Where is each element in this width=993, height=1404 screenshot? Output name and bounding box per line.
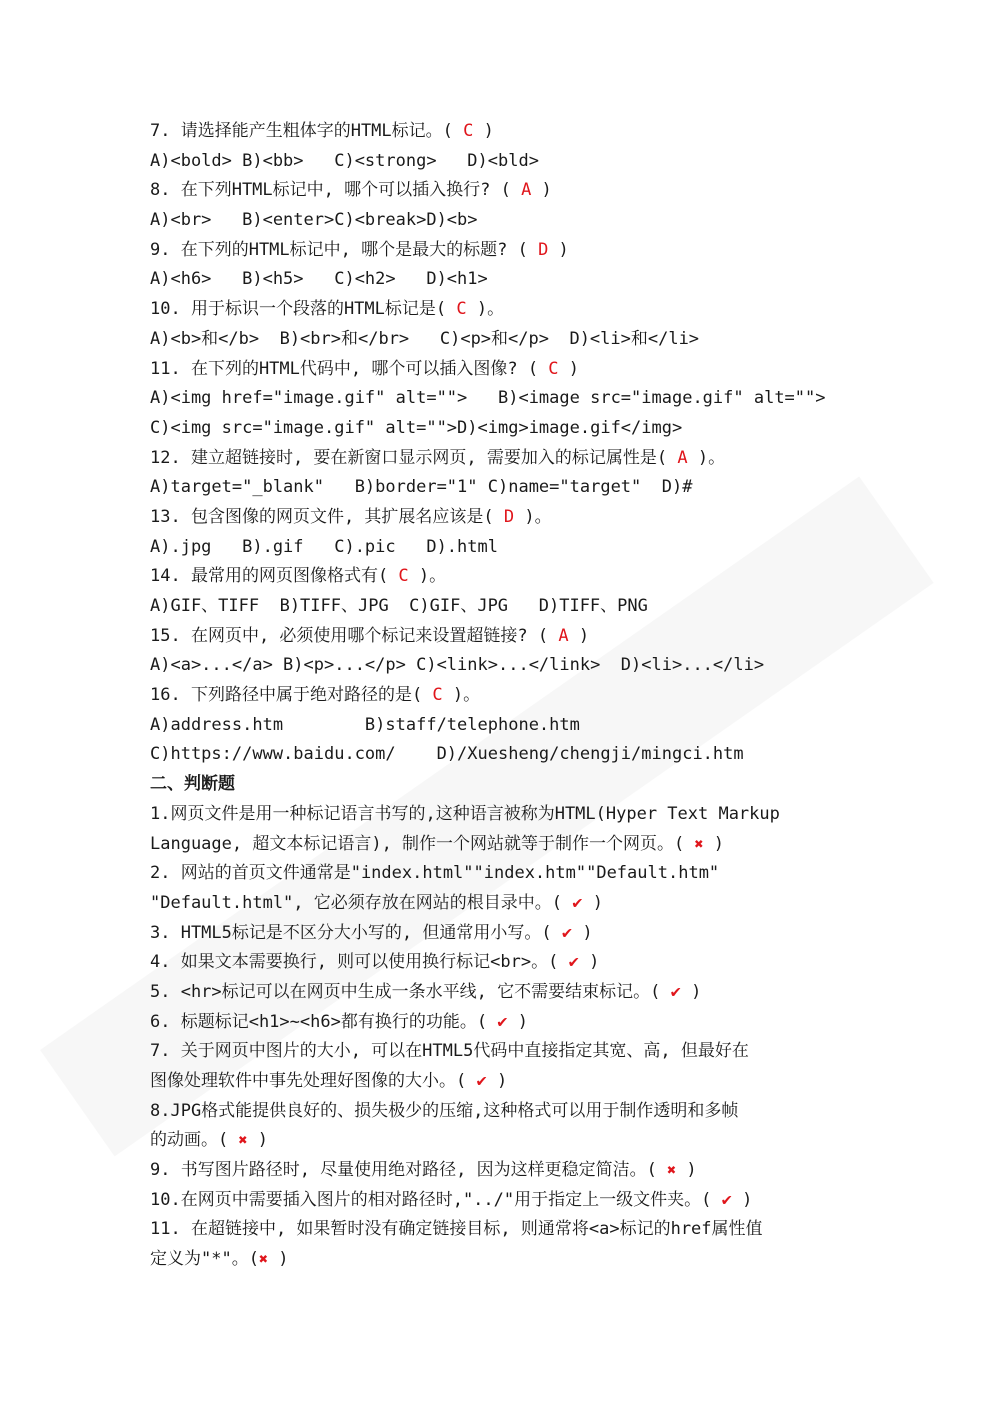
text-segment: 6. 标题标记<h1>~<h6>都有换行的功能。( [150,1011,498,1032]
text-segment: ) [558,358,580,379]
text-line [150,1097,850,1127]
answer-letter: A [521,180,532,201]
text-segment: A)<a>...</a> B)<p>...</p> C)<link>...</link> D)<li>...</li> [150,655,765,676]
text-segment: 9. 在下列的HTML标记中, 哪个是最大的标题? ( [150,239,539,260]
text-line [150,889,850,919]
text-line [150,1126,850,1156]
text-segment: ) [531,180,552,201]
answer-letter: A [677,447,688,468]
text-line [150,592,850,622]
text-segment: ) [267,1249,289,1270]
text-line [150,622,850,652]
text-segment: 定义为"*"。( [150,1249,259,1270]
text-segment: ) [548,239,569,260]
check-icon: ✔ [568,952,579,973]
check-icon: ✔ [721,1189,732,1210]
text-segment: 10.在网页中需要插入图片的相对路径时,"../"用于指定上一级文件夹。( [150,1189,722,1210]
text-segment: 16. 下列路径中属于绝对路径的是( [150,685,433,706]
text-segment: ) [568,625,590,646]
check-icon: ✔ [561,922,573,943]
answer-letter: A [558,625,569,646]
text-line [150,1037,850,1067]
text-segment: 8. 在下列HTML标记中, 哪个可以插入换行? ( [150,180,522,201]
text-segment: )。 [514,506,552,527]
text-segment: C)<img src="image.gif" alt="">D)<img>image.gif</img> [150,417,683,438]
text-segment: 8.JPG格式能提供良好的、损失极少的压缩,这种格式可以用于制作透明和多帧 [150,1100,739,1121]
text-line [150,978,850,1008]
text-line [150,206,850,236]
text-line [150,711,850,741]
text-line [150,473,850,503]
text-segment: A)<h6> B)<h5> C)<h2> D)<h1> [150,269,488,290]
cross-icon: ✖ [258,1250,268,1269]
text-line [150,1186,850,1216]
text-segment: 10. 用于标识一个段落的HTML标记是( [150,299,457,320]
text-segment: ) [572,922,593,943]
text-line [150,1245,850,1275]
text-line [150,859,850,889]
section-heading: 二、判断题 [150,774,235,795]
text-line [150,1156,850,1186]
text-segment: A)address.htm B)staff/telephone.htm [150,714,580,735]
text-line [150,117,850,147]
text-segment: ) [680,981,702,1002]
text-segment: A)<br> B)<enter>C)<break>D)<b> [150,210,478,231]
answer-letter: C [432,685,443,706]
text-segment: 9. 书写图片路径时, 尽量使用绝对路径, 因为这样更稳定简洁。( [150,1160,668,1181]
text-segment: 4. 如果文本需要换行, 则可以使用换行标记<br>。( [150,952,569,973]
text-segment: ) [578,952,600,973]
text-segment: 图像处理软件中事先处理好图像的大小。( [150,1071,477,1091]
text-line [150,770,850,800]
text-line [150,948,850,978]
text-line [150,384,850,414]
text-line [150,503,850,533]
text-line [150,236,850,266]
cross-icon: ✖ [238,1131,248,1150]
text-segment: ) [676,1160,697,1181]
text-segment: 2. 网站的首页文件通常是"index.html""index.htm""Default.htm" [150,863,720,884]
text-segment: ) [731,1189,753,1210]
text-segment: )。 [687,447,726,468]
text-line [150,562,850,592]
text-line [150,830,850,860]
text-segment: ) [486,1071,508,1091]
text-segment: )。 [442,685,481,706]
answer-letter: D [503,506,515,527]
text-segment: )。 [408,566,447,587]
text-line [150,681,850,711]
text-line [150,800,850,830]
text-segment: A)<img href="image.gif" alt=""> B)<image src="image.gif" alt=""> [150,388,826,409]
text-segment: 13. 包含图像的网页文件, 其扩展名应该是( [150,506,504,527]
text-segment: 15. 在网页中, 必须使用哪个标记来设置超链接? ( [150,625,559,646]
text-segment: ) [473,121,494,141]
text-segment: C)https://www.baidu.com/ D)/Xuesheng/chengji/mingci.htm [150,744,744,765]
text-line [150,355,850,385]
text-segment: 14. 最常用的网页图像格式有( [150,566,399,587]
text-line [150,533,850,563]
text-line [150,651,850,681]
document-page [150,117,850,1275]
text-line [150,740,850,770]
cross-icon: ✖ [694,834,704,853]
check-icon: ✔ [476,1071,487,1091]
check-icon: ✔ [497,1011,508,1032]
text-line [150,444,850,474]
text-line [150,1008,850,1038]
answer-letter: C [548,358,559,379]
text-segment: 7. 请选择能产生粗体字的HTML标记。( [150,121,464,141]
text-line [150,325,850,355]
text-segment: ) [247,1130,268,1151]
text-segment: ) [703,833,725,854]
text-segment: A)GIF、TIFF B)TIFF、JPG C)GIF、JPG D)TIFF、PNG [150,596,648,616]
text-segment: ) [582,892,603,913]
text-segment: )。 [466,299,505,320]
text-segment: 3. HTML5标记是不区分大小写的, 但通常用小写。( [150,922,562,943]
text-segment: 5. <hr>标记可以在网页中生成一条水平线, 它不需要结束标记。( [150,981,671,1002]
text-segment: A)<b>和</b> B)<br>和</br> C)<p>和</p> D)<li>和</li> [150,328,700,349]
text-line [150,176,850,206]
text-segment: 12. 建立超链接时, 要在新窗口显示网页, 需要加入的标记属性是( [150,447,678,468]
text-line [150,919,850,949]
text-line [150,295,850,325]
answer-letter: C [456,299,467,320]
check-icon: ✔ [572,892,583,913]
cross-icon: ✖ [667,1161,677,1180]
text-segment: 1.网页文件是用一种标记语言书写的,这种语言被称为HTML(Hyper Text Markup [150,803,780,824]
text-segment: 11. 在下列的HTML代码中, 哪个可以插入图像? ( [150,358,549,379]
answer-letter: D [538,239,549,260]
text-segment: A)<bold> B)<bb> C)<strong> D)<bld> [150,150,539,171]
text-segment: A).jpg B).gif C).pic D).html [150,536,498,557]
text-line [150,147,850,177]
text-line [150,414,850,444]
text-segment: A)target="_blank" B)border="1" C)name="target" D)# [150,477,693,498]
text-segment: 7. 关于网页中图片的大小, 可以在HTML5代码中直接指定其宽、高, 但最好在 [150,1041,749,1062]
answer-letter: C [463,121,474,141]
text-segment: 的动画。( [150,1130,239,1151]
text-segment: Language, 超文本标记语言), 制作一个网站就等于制作一个网页。( [150,833,695,854]
text-segment: 11. 在超链接中, 如果暂时没有确定链接目标, 则通常将<a>标记的href属性值 [150,1219,763,1240]
text-line [150,265,850,295]
text-line [150,1215,850,1245]
text-line [150,1067,850,1097]
text-segment: "Default.html", 它必须存放在网站的根目录中。( [150,892,573,913]
text-segment: ) [507,1011,529,1032]
answer-letter: C [398,566,409,587]
check-icon: ✔ [670,981,681,1002]
